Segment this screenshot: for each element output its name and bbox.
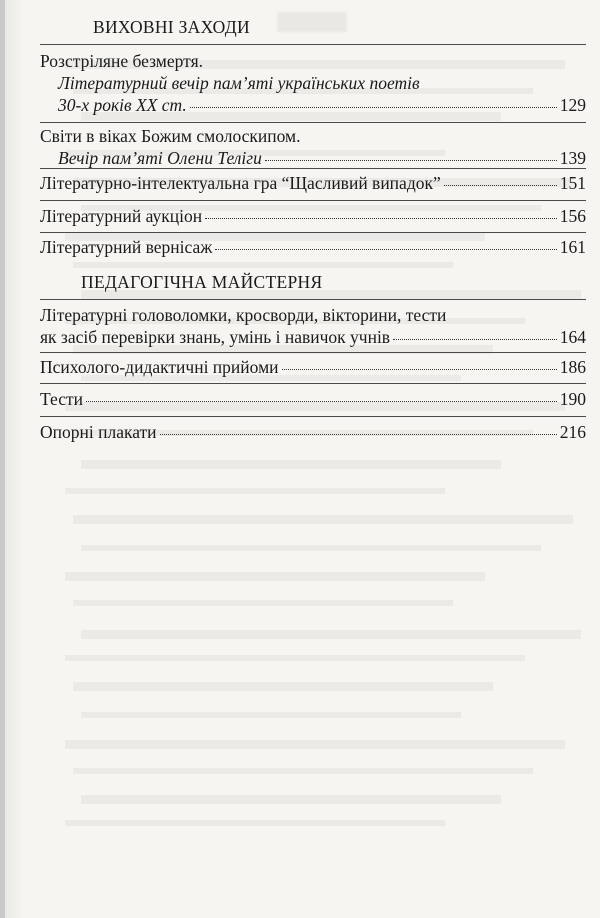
- bleed-through-line: [81, 712, 461, 718]
- dot-leader: [215, 249, 556, 250]
- toc-entry-title: Літературно-інтелектуальна гра “Щасливий випадок”: [40, 173, 441, 193]
- bleed-through-line: [73, 768, 533, 774]
- bleed-through-line: [73, 262, 453, 268]
- entry-divider: [40, 122, 586, 123]
- page-number: 151: [559, 173, 586, 193]
- entry-divider: [40, 44, 586, 45]
- page-number: 216: [559, 422, 586, 442]
- toc-entry-title: Психолого-дидактичні прийоми: [40, 357, 279, 377]
- toc-entry-title-continued: як засіб перевірки знань, умінь і навичок учнів: [40, 327, 391, 347]
- dot-leader: [444, 185, 557, 186]
- toc-entry-line[interactable]: [40, 388, 586, 410]
- toc-entry-line[interactable]: [40, 205, 586, 227]
- toc-entry-title: Опорні плакати: [40, 422, 157, 442]
- entry-divider: [40, 416, 586, 417]
- toc-entry-line[interactable]: [58, 94, 586, 116]
- entry-divider: [40, 383, 586, 384]
- toc-entry-title: Літературні головоломки, кросворди, вікторини, тести: [40, 305, 447, 325]
- toc-entry-subtitle: Вечір пам’яті Олени Теліги: [58, 148, 262, 168]
- toc-entry-subtitle: 30-х років XX ст.: [58, 95, 187, 115]
- entry-divider: [40, 200, 586, 201]
- bleed-through-line: [81, 630, 581, 639]
- dot-leader: [265, 160, 557, 161]
- bleed-through-line: [73, 600, 453, 606]
- page-number: 156: [559, 206, 586, 226]
- bleed-through-line: [65, 820, 445, 826]
- toc-entry-title: Літературний аукціон: [40, 206, 203, 226]
- bleed-through-line: [73, 515, 573, 524]
- bleed-through-line: [65, 488, 445, 494]
- section-title-educational-events: ВИХОВНІ ЗАХОДИ: [93, 17, 250, 37]
- toc-entry-subtitle: Літературний вечір пам’яті українських поетів: [58, 73, 420, 93]
- toc-entry-title: Світи в віках Божим смолоскипом.: [40, 126, 301, 146]
- page-number: 129: [559, 95, 586, 115]
- dot-leader: [190, 107, 557, 108]
- bleed-through-line: [65, 740, 565, 749]
- dot-leader: [160, 434, 557, 435]
- bleed-through-title: [277, 12, 347, 32]
- section-title-pedagogical-workshop: ПЕДАГОГІЧНА МАЙСТЕРНЯ: [81, 272, 323, 292]
- toc-entry-title: Літературний вернісаж: [40, 237, 213, 257]
- toc-entry-title: Розстріляне безмертя.: [40, 51, 204, 71]
- page-number: 139: [559, 148, 586, 168]
- toc-entry-line[interactable]: [40, 172, 586, 194]
- bleed-through-line: [65, 655, 525, 661]
- page-number: 161: [559, 237, 586, 257]
- toc-entry-line[interactable]: [40, 326, 586, 348]
- entry-divider: [40, 299, 586, 300]
- toc-entry-line[interactable]: [40, 236, 586, 258]
- toc-entry-title: Тести: [40, 389, 84, 409]
- bleed-through-line: [81, 460, 501, 469]
- dot-leader: [393, 339, 557, 340]
- bleed-through-line: [81, 545, 541, 551]
- toc-entry-line[interactable]: [40, 356, 586, 378]
- dot-leader: [86, 401, 557, 402]
- page-number: 164: [559, 327, 586, 347]
- entry-divider: [40, 352, 586, 353]
- entry-divider: [40, 168, 586, 169]
- page-number: 186: [559, 357, 586, 377]
- toc-entry-line[interactable]: [40, 421, 586, 443]
- bleed-through-line: [73, 682, 493, 691]
- entry-divider: [40, 232, 586, 233]
- toc-entry-line[interactable]: [58, 147, 586, 169]
- bleed-through-line: [81, 795, 501, 804]
- dot-leader: [205, 218, 557, 219]
- bleed-through-line: [65, 572, 485, 581]
- page-number: 190: [559, 389, 586, 409]
- dot-leader: [282, 369, 557, 370]
